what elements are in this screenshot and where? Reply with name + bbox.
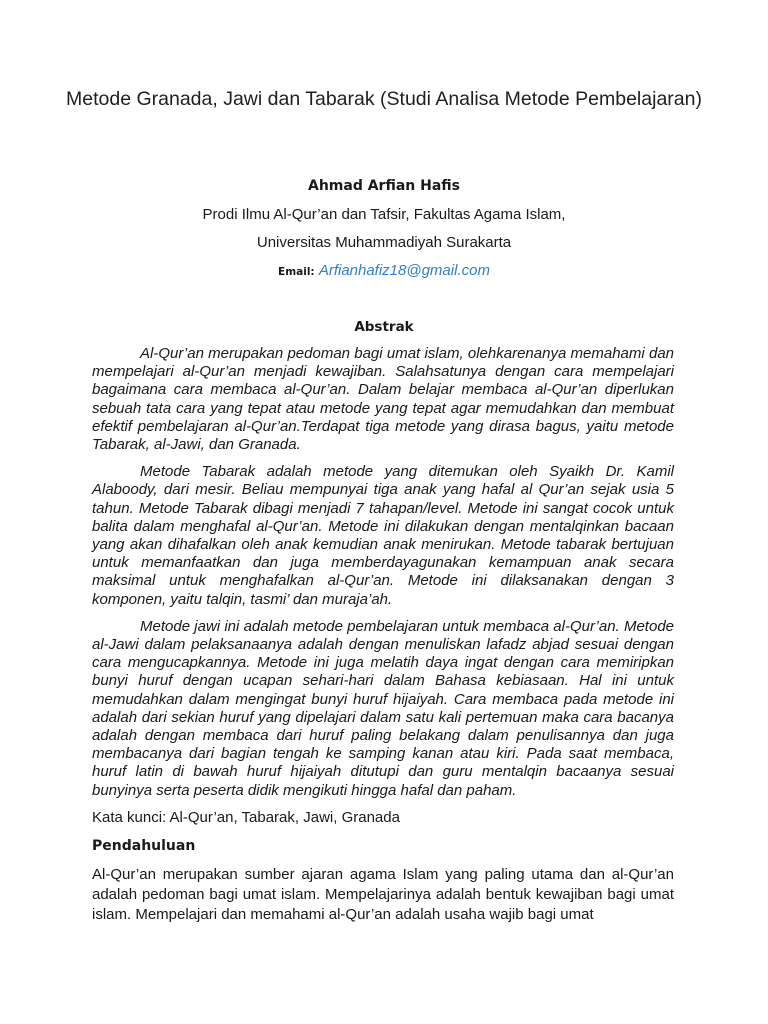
body-paragraph: Al-Qur’an merupakan sumber ajaran agama Islam yang paling utama dan al-Qur’an adalah pedoman bagi umat islam. Mempelajarinya adalah bentuk kewajiban bagi umat islam. Mempelajari dan memahami al-Qur’an adalah usaha wajib bagi umat [92,866,674,923]
abstract-heading: Abstrak [354,319,414,335]
paper-title: Metode Granada, Jawi dan Tabarak (Studi Analisa Metode Pembelajaran) [66,88,702,110]
abstract-paragraph: Metode Tabarak adalah metode yang ditemukan oleh Syaikh Dr. Kamil Alaboody, dari mesir. Beliau mempunyai tiga anak yang hafal al Qur’an sejak usia 5 tahun. Metode Tabarak dibagi menjadi 7 tahapan/level. Metode ini sangat cocok untuk balita dalam menghafal al-Qur’an. Metode ini dilakukan dengan mentalqinkan bacaan yang akan dihafalkan oleh anak kemudian anak menirukan. Metode tabarak bertujuan untuk memanfaatkan dan juga memberdayagunakan kemampuan anak secara maksimal untuk menghafalkan al-Qur’an. Metode ini dilaksanakan dengan 3 komponen, yaitu talqin, tasmi’ dan muraja’ah. [92,463,674,608]
keywords: Kata kunci: Al-Qur’an, Tabarak, Jawi, Granada [92,809,400,826]
email-label: Email: [278,266,315,278]
email-link[interactable]: Arfianhafiz18@gmail.com [318,262,490,279]
affiliation-line-1: Prodi Ilmu Al-Qur’an dan Tafsir, Fakultas Agama Islam, [202,206,566,223]
email-line [0,261,768,282]
author-name: Ahmad Arfian Hafis [307,178,460,194]
abstract-paragraph: Metode jawi ini adalah metode pembelajaran untuk membaca al-Qur’an. Metode al-Jawi dalam pelaksanaanya adalah dengan menuliskan lafadz abjad sesuai dengan cara mengucapkannya. Metode ini juga melatih daya ingat dengan cara memiripkan bunyi huruf dengan ucapan sehari-hari dalam Bahasa kebiasaan. Hal ini untuk memudahkan dalam mengingat bunyi huruf hijaiyah. Cara membaca pada metode ini adalah dari sekian huruf yang dipelajari dalam satu kali pertemuan maka cara bacanya adalah dengan membaca dari huruf paling belakang dalam penulisannya dan juga membacanya dari bagian tengah ke samping kanan atau kiri. Pada saat membaca, huruf latin di bawah huruf hijaiyah ditutupi dan guru mentalqin bacaanya sesuai bunyinya serta peserta didik mengikuti hingga hafal dan paham. [92,617,674,799]
section-heading: Pendahuluan [92,838,196,854]
abstract-paragraph: Al-Qur’an merupakan pedoman bagi umat islam, olehkarenanya memahami dan mempelajari al-Qur’an menjadi kewajiban. Salahsatunya dengan cara mempelajari bagaimana cara membaca al-Qur’an. Dalam belajar membaca al-Qur’an diperlukan sebuah tata cara yang tepat atau metode yang tepat agar memudahkan dan membuat efektif pembelajaran al-Qur’an.Terdapat tiga metode yang dirasa bagus, yaitu metode Tabarak, al-Jawi, dan Granada. [92,345,674,454]
abstract-body [92,345,674,809]
affiliation-line-2: Universitas Muhammadiyah Surakarta [256,234,512,251]
